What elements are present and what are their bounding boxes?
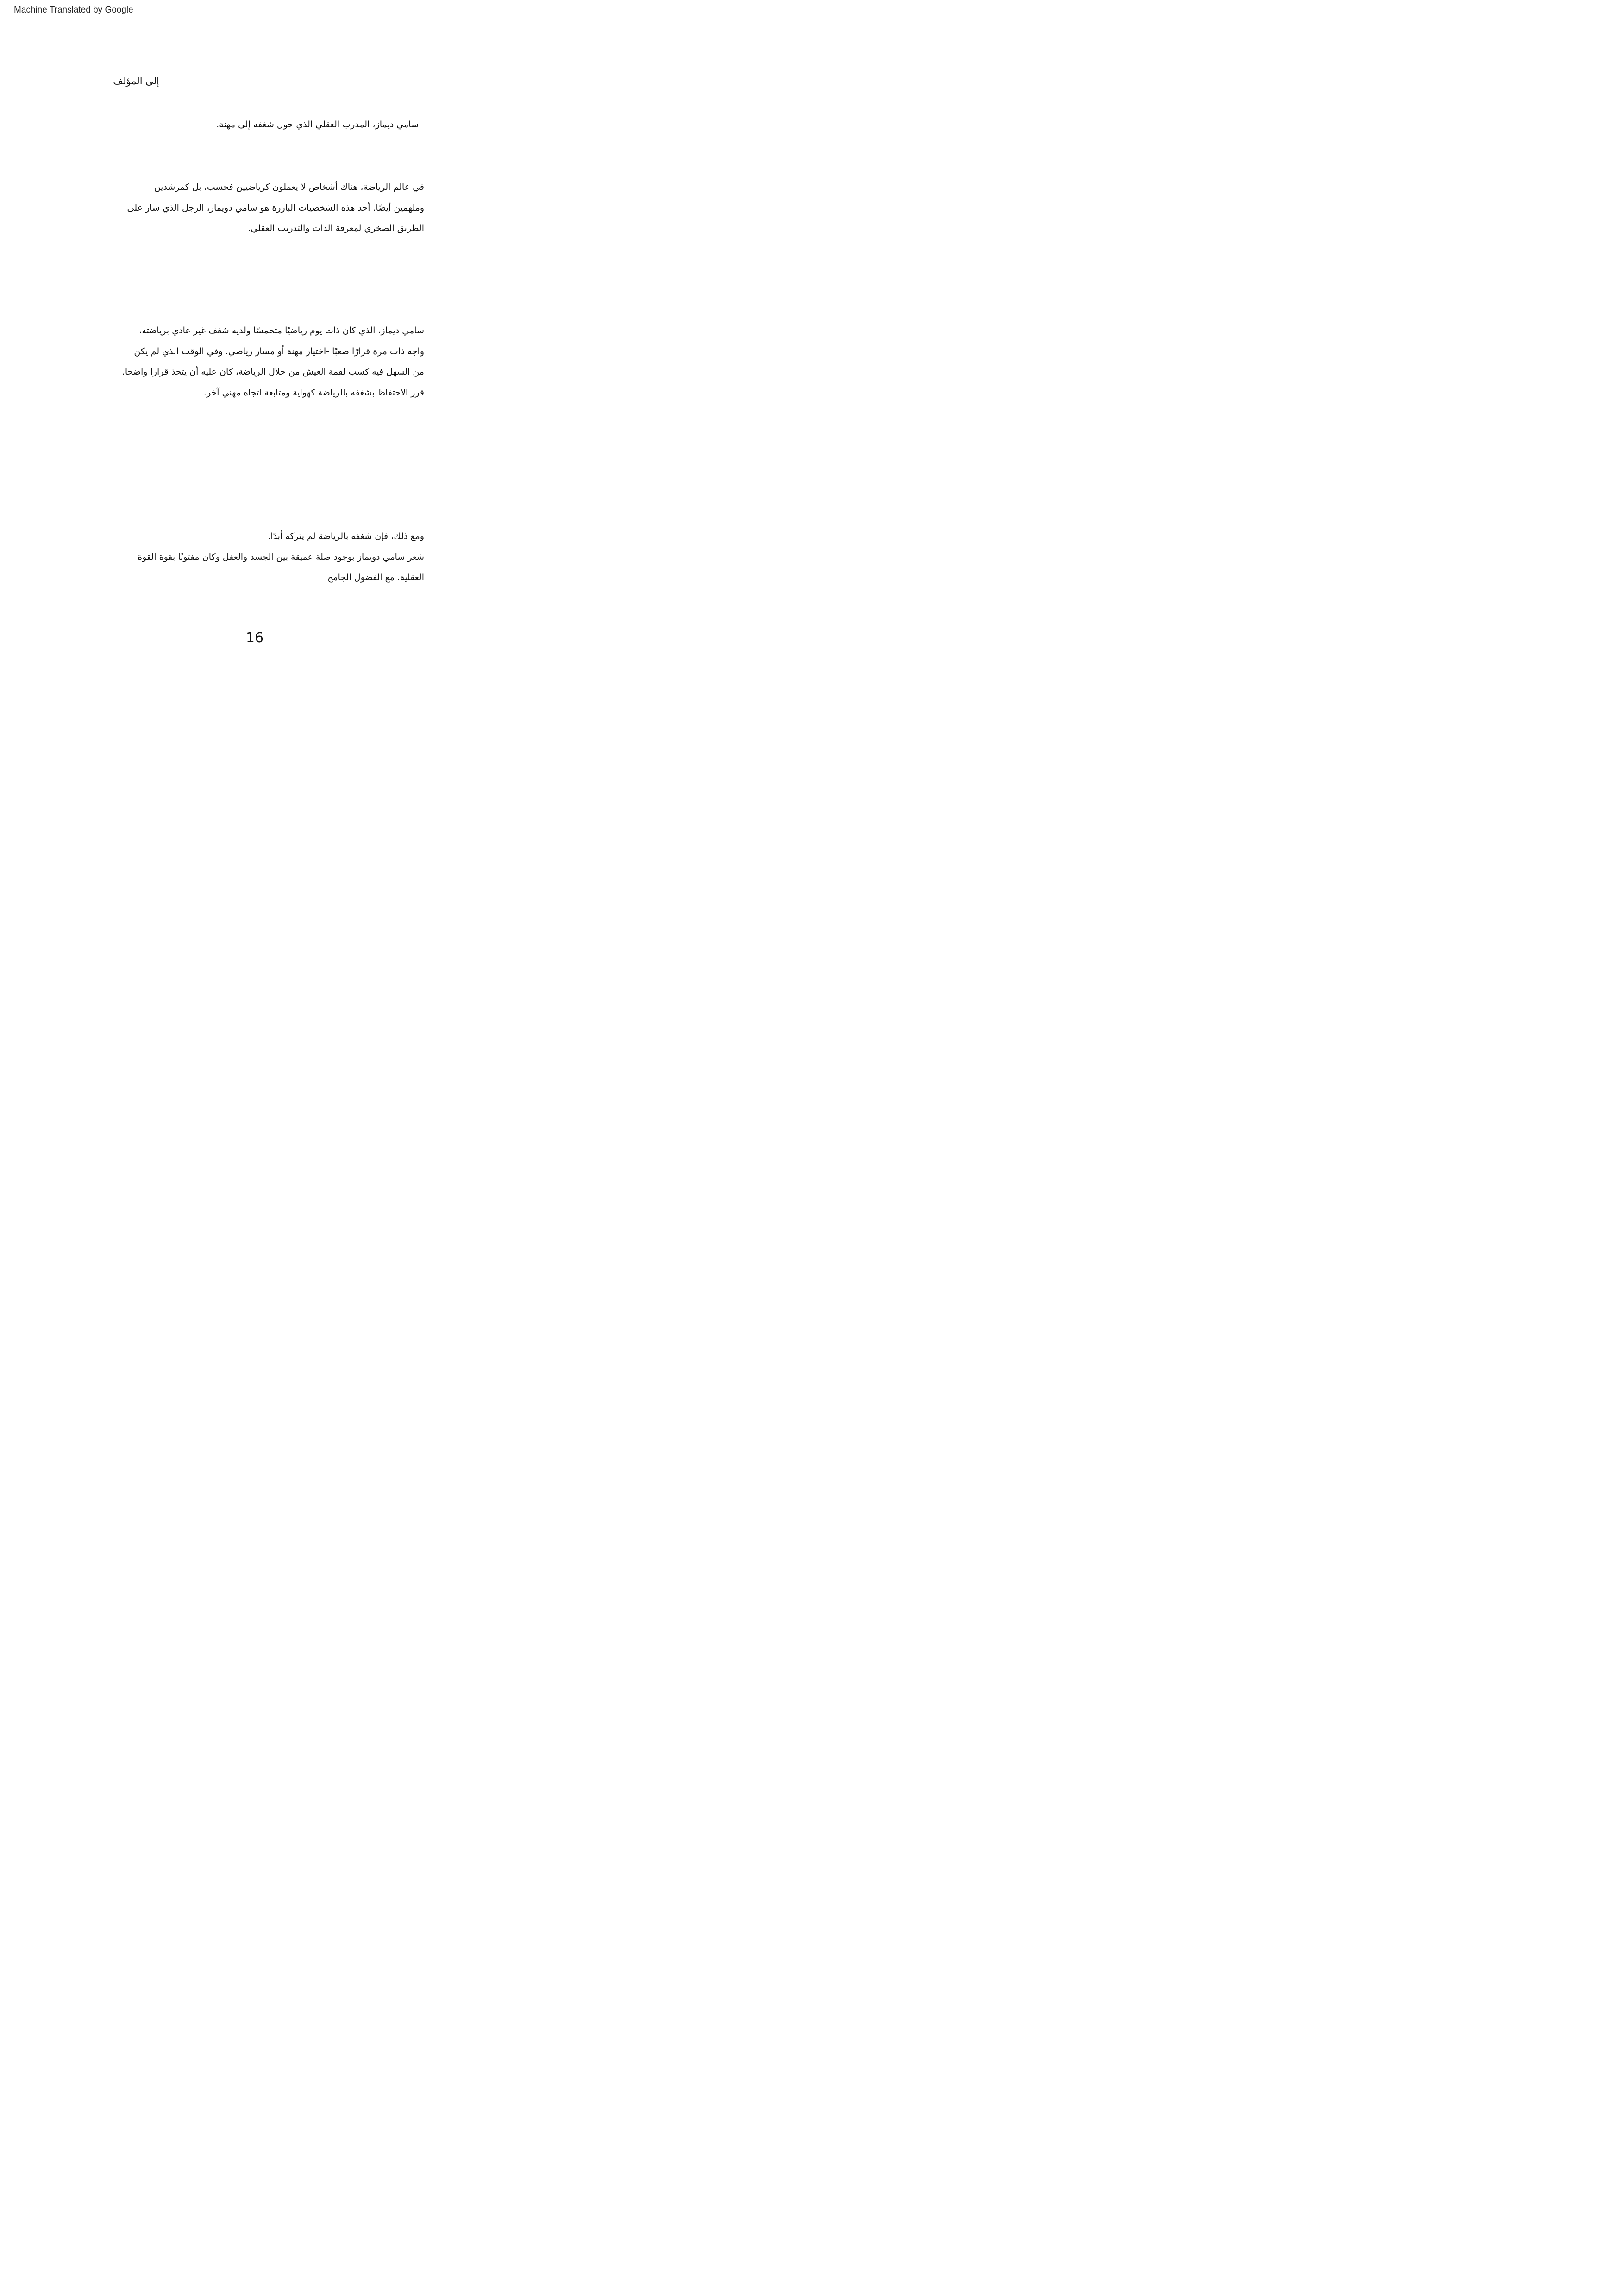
paragraph-line: شعر سامي دويماز بوجود صلة عميقة بين الجسد والعقل وكان مفتونًا بقوة القوة xyxy=(138,552,424,562)
paragraph-3 xyxy=(138,526,424,588)
page-number: 16 xyxy=(245,630,264,646)
paragraph-line: قرر الاحتفاظ بشغفه بالرياضة كهواية ومتابعة اتجاه مهني آخر. xyxy=(203,387,424,398)
paragraph-line: الطريق الصخري لمعرفة الذات والتدريب العقلي. xyxy=(248,223,424,233)
section-subheading: سامي ديماز، المدرب العقلي الذي حول شغفه إلى مهنة. xyxy=(216,119,419,130)
paragraph-line: وملهمين أيضًا. أحد هذه الشخصيات البارزة هو سامي دويماز، الرجل الذي سار على xyxy=(127,202,424,213)
paragraph-line: من السهل فيه كسب لقمة العيش من خلال الرياضة، كان عليه أن يتخذ قرارا واضحا. xyxy=(122,367,424,377)
paragraph-line: ومع ذلك، فإن شغفه بالرياضة لم يتركه أبدًا. xyxy=(268,531,424,541)
paragraph-line: سامي ديماز، الذي كان ذات يوم رياضيًا متحمسًا ولديه شغف غير عادي برياضته، xyxy=(139,326,424,336)
paragraph-line: العقلية. مع الفضول الجامح xyxy=(327,572,424,583)
machine-translation-watermark: Machine Translated by Google xyxy=(14,5,133,15)
paragraph-2 xyxy=(122,320,424,403)
paragraph-line: في عالم الرياضة، هناك أشخاص لا يعملون كرياضيين فحسب، بل كمرشدين xyxy=(154,182,424,192)
paragraph-line: واجه ذات مرة قرارًا صعبًا -اختيار مهنة أو مسار رياضي. وفي الوقت الذي لم يكن xyxy=(134,346,424,357)
paragraph-1 xyxy=(127,177,424,239)
section-heading: إلى المؤلف xyxy=(113,75,159,87)
